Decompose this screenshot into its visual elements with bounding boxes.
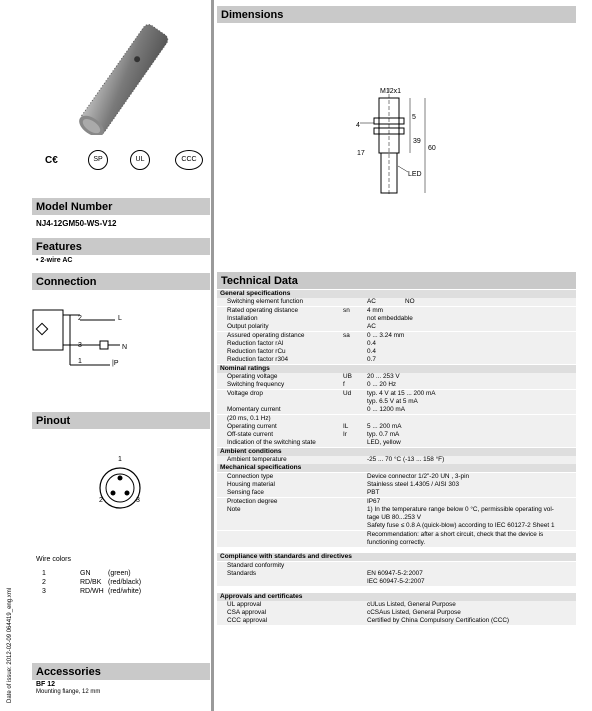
tech-row bbox=[217, 315, 576, 323]
tech-cell: 0 ... 3.24 mm bbox=[367, 331, 405, 339]
tech-group-heading: General specifications bbox=[217, 290, 576, 298]
wire-color-name: (green) bbox=[108, 570, 131, 577]
dim-thread-label: M12x1 bbox=[380, 88, 402, 95]
feature-item: 2-wire AC bbox=[40, 257, 73, 264]
tech-row bbox=[217, 609, 576, 617]
tech-cell: Ud bbox=[343, 389, 352, 397]
tech-row bbox=[217, 423, 576, 431]
tech-row bbox=[217, 340, 576, 348]
tech-group-heading: Ambient conditions bbox=[217, 448, 576, 456]
tech-row bbox=[217, 481, 576, 489]
tech-cell: Ir bbox=[343, 431, 347, 439]
dimension-drawing bbox=[350, 88, 450, 198]
tech-cell: tage UB 80...253 V bbox=[367, 514, 422, 522]
tech-row bbox=[217, 522, 576, 530]
tech-cell: Switching element function bbox=[227, 298, 304, 306]
technical-data-header: Technical Data bbox=[217, 272, 576, 289]
tech-cell: Protection degree bbox=[227, 497, 278, 505]
tech-cell: Certified by China Compulsory Certification (CCC) bbox=[367, 617, 510, 625]
tech-row bbox=[217, 601, 576, 609]
tech-cell: f bbox=[343, 381, 345, 389]
tech-row bbox=[217, 617, 576, 625]
tech-cell: Reduction factor rAl bbox=[227, 339, 284, 347]
tech-cell: Safety fuse ≤ 0.8 A (quick-blow) according to IEC 60127-2 Sheet 1 bbox=[367, 522, 555, 530]
tech-cell: sn bbox=[343, 306, 350, 314]
tech-row bbox=[217, 439, 576, 447]
tech-row bbox=[217, 390, 576, 398]
tech-cell: 1) In the temperature range below 0 °C, permissible operating vol- bbox=[367, 505, 554, 513]
tech-row bbox=[217, 456, 576, 464]
model-number-value: NJ4-12GM50-WS-V12 bbox=[36, 219, 117, 228]
tech-cell: IP67 bbox=[367, 497, 381, 505]
tech-cell: Reduction factor r304 bbox=[227, 356, 289, 364]
tech-cell: typ. 6.5 V at 5 mA bbox=[367, 397, 418, 405]
tech-cell: IL bbox=[343, 422, 349, 430]
tech-cell: Off-state current bbox=[227, 431, 274, 439]
tech-cell: Recommendation: after a short circuit, check that the device is bbox=[367, 530, 544, 538]
features-header: Features bbox=[32, 238, 210, 255]
issue-date-sidebar: Date of issue: 2012-02-09 064419_eng.xml bbox=[7, 587, 13, 703]
tech-cell: PBT bbox=[367, 489, 380, 497]
conn-pin-2-label: 2 bbox=[78, 315, 82, 322]
tech-cell: Voltage drop bbox=[227, 389, 263, 397]
tech-cell: Stainless steel 1.4305 / AISI 303 bbox=[367, 480, 460, 488]
tech-cell: 0.4 bbox=[367, 339, 376, 347]
conn-n-label: N bbox=[122, 344, 128, 351]
pinout-label-3: 3 bbox=[136, 497, 140, 504]
wire-color-code: GN bbox=[80, 570, 91, 577]
pinout-header: Pinout bbox=[32, 412, 210, 429]
wire-color-num: 1 bbox=[42, 570, 46, 577]
tech-group-heading: Nominal ratings bbox=[217, 365, 576, 373]
tech-cell: 0 ... 20 Hz bbox=[367, 381, 397, 389]
dim-60-label: 60 bbox=[428, 145, 436, 152]
tech-row bbox=[217, 531, 576, 539]
tech-cell: typ. 0.7 mA bbox=[367, 431, 400, 439]
ce-mark-icon: C€ bbox=[45, 155, 58, 166]
tech-cell: IEC 60947-5-2:2007 bbox=[367, 578, 425, 586]
tech-cell: UL approval bbox=[227, 600, 262, 608]
tech-cell: Device connector 1/2"-20 UN , 3-pin bbox=[367, 472, 470, 480]
tech-row bbox=[217, 498, 576, 506]
wire-color-num: 2 bbox=[42, 579, 46, 586]
connection-diagram bbox=[30, 305, 140, 375]
tech-row bbox=[217, 539, 576, 547]
tech-row bbox=[217, 406, 576, 414]
tech-cell: Standard conformity bbox=[227, 561, 285, 569]
tech-row bbox=[217, 298, 576, 306]
accessories-header: Accessories bbox=[32, 663, 210, 680]
tech-cell: cCSAus Listed, General Purpose bbox=[367, 609, 461, 617]
tech-group-heading: Compliance with standards and directives bbox=[217, 553, 576, 561]
pinout-label-2: 2 bbox=[99, 497, 103, 504]
tech-cell: AC bbox=[367, 323, 376, 331]
tech-cell: Housing material bbox=[227, 480, 275, 488]
tech-group-heading: Mechanical specifications bbox=[217, 464, 576, 472]
tech-cell: CSA approval bbox=[227, 609, 267, 617]
tech-cell: Switching frequency bbox=[227, 381, 285, 389]
tech-row bbox=[217, 570, 576, 578]
accessory-name: BF 12 bbox=[36, 681, 56, 688]
tech-cell: functioning correctly. bbox=[367, 539, 426, 546]
tech-cell: Output polarity bbox=[227, 323, 269, 331]
tech-cell: Operating current bbox=[227, 422, 277, 430]
culus-mark-icon: UL bbox=[130, 150, 150, 170]
features-list: • 2-wire AC bbox=[36, 257, 73, 264]
tech-cell: Standards bbox=[227, 569, 257, 577]
dim-17-label: 17 bbox=[357, 150, 365, 157]
tech-cell: -25 ... 70 °C (-13 ... 158 °F) bbox=[367, 456, 445, 463]
tech-cell: Sensing face bbox=[227, 489, 264, 497]
tech-cell: CCC approval bbox=[227, 617, 268, 625]
tech-cell: Rated operating distance bbox=[227, 306, 299, 314]
tech-cell: Connection type bbox=[227, 472, 274, 480]
tech-cell: typ. 4 V at 15 ... 200 mA bbox=[367, 389, 436, 397]
tech-cell: not embeddable bbox=[367, 314, 413, 322]
tech-cell: Momentary current bbox=[227, 406, 281, 414]
wire-color-num: 3 bbox=[42, 588, 46, 595]
tech-cell: cULus Listed, General Purpose bbox=[367, 600, 456, 608]
dimensions-header: Dimensions bbox=[217, 6, 576, 23]
tech-group-heading: Approvals and certificates bbox=[217, 593, 576, 601]
tech-row bbox=[217, 562, 576, 570]
tech-cell: NO bbox=[405, 298, 415, 306]
dim-5-label: 5 bbox=[412, 114, 416, 121]
tech-row bbox=[217, 473, 576, 481]
wire-color-name: (red/black) bbox=[108, 579, 142, 586]
tech-cell: Ambient temperature bbox=[227, 456, 287, 463]
tech-row bbox=[217, 332, 576, 340]
model-number-header: Model Number bbox=[32, 198, 210, 215]
dim-led-label: LED bbox=[408, 171, 422, 178]
tech-row bbox=[217, 514, 576, 522]
tech-row bbox=[217, 415, 576, 423]
tech-row bbox=[217, 381, 576, 389]
tech-cell: UB bbox=[343, 373, 352, 380]
tech-row bbox=[217, 348, 576, 356]
tech-cell: sa bbox=[343, 331, 350, 339]
tech-cell: (20 ms, 0.1 Hz) bbox=[227, 414, 271, 422]
tech-row bbox=[217, 307, 576, 315]
tech-cell: 4 mm bbox=[367, 306, 383, 314]
conn-pin-1-label: 1 bbox=[78, 358, 82, 365]
dim-39-label: 39 bbox=[413, 138, 421, 145]
tech-row bbox=[217, 373, 576, 381]
wire-color-name: (red/white) bbox=[108, 588, 142, 595]
wire-color-code: RD/BK bbox=[80, 579, 102, 586]
ccc-mark-icon: CCC bbox=[175, 150, 203, 170]
product-photo bbox=[60, 20, 190, 135]
tech-cell: EN 60947-5-2:2007 bbox=[367, 569, 423, 577]
tech-row bbox=[217, 578, 576, 586]
tech-cell: Indication of the switching state bbox=[227, 439, 316, 447]
tech-cell: AC bbox=[367, 298, 376, 306]
tech-row bbox=[217, 398, 576, 406]
tech-cell: LED, yellow bbox=[367, 439, 401, 447]
wire-color-code: RD/WH bbox=[80, 588, 104, 595]
tech-row bbox=[217, 489, 576, 497]
tech-cell: 0 ... 1200 mA bbox=[367, 406, 406, 414]
dim-4-label: 4 bbox=[356, 122, 360, 129]
tech-cell: 20 ... 253 V bbox=[367, 373, 400, 380]
tech-cell: 0.4 bbox=[367, 348, 376, 356]
connection-header: Connection bbox=[32, 273, 210, 290]
tech-cell: Operating voltage bbox=[227, 373, 278, 380]
conn-pin-3-label: 3 bbox=[78, 342, 82, 349]
csa-mark-icon: SP bbox=[88, 150, 108, 170]
column-divider bbox=[211, 0, 214, 711]
tech-row bbox=[217, 356, 576, 364]
conn-pe-label: |P bbox=[112, 360, 119, 367]
tech-cell: 5 ... 200 mA bbox=[367, 422, 402, 430]
tech-cell: Reduction factor rCu bbox=[227, 348, 286, 356]
tech-row bbox=[217, 506, 576, 514]
tech-cell: 0.7 bbox=[367, 356, 376, 364]
conn-l-label: L bbox=[118, 315, 122, 322]
tech-row bbox=[217, 323, 576, 331]
wire-colors-title: Wire colors bbox=[36, 556, 72, 563]
tech-cell: Installation bbox=[227, 314, 258, 322]
tech-cell: Note bbox=[227, 505, 241, 513]
tech-row bbox=[217, 431, 576, 439]
accessory-desc: Mounting flange, 12 mm bbox=[36, 689, 101, 695]
pinout-label-1: 1 bbox=[118, 456, 122, 463]
tech-cell: Assured operating distance bbox=[227, 331, 305, 339]
